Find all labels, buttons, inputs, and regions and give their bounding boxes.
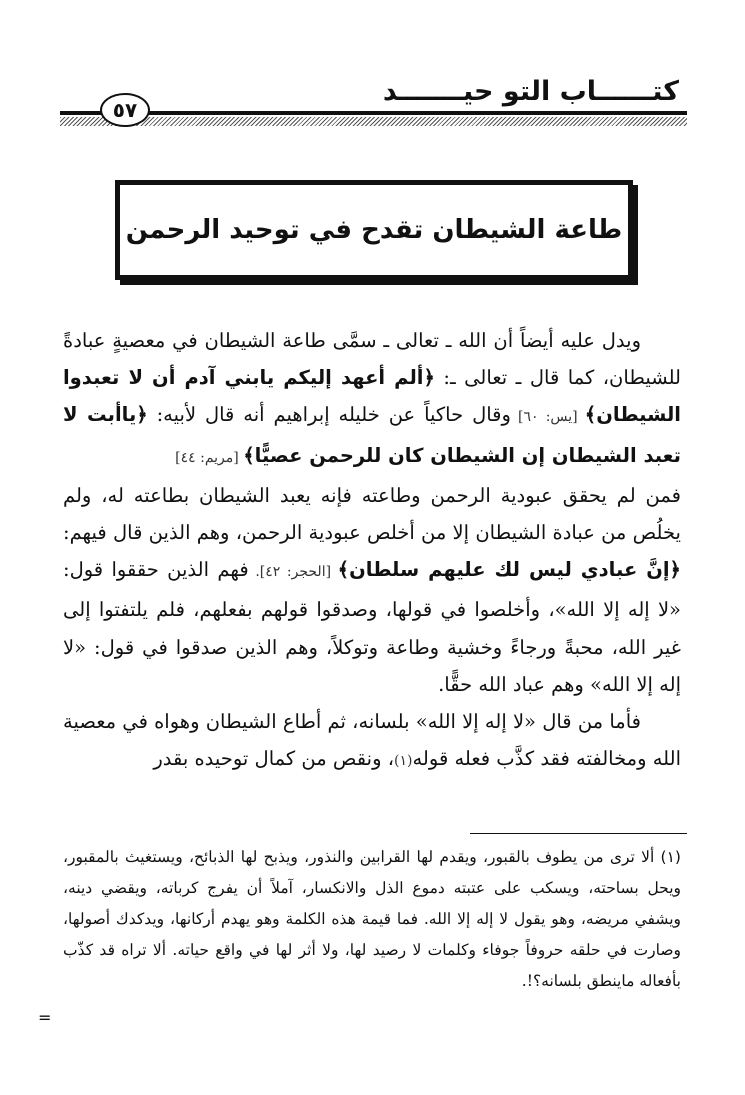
quran-verse-2: ﴿ياأبت لا تعبد الشيطان إن الشيطان كان للرحمن عصيًّا﴾ — [63, 403, 681, 467]
chapter-heading: طاعة الشيطان تقدح في توحيد الرحمن — [125, 215, 623, 245]
footnote-separator — [470, 833, 687, 834]
paragraph-3-text-a: فأما من قال «لا إله إلا الله» بلسانه، ثم أطاع الشيطان وهواه في معصية الله ومخالفته فقد كذَّب فعله قوله — [63, 710, 681, 771]
paragraph-3 — [63, 703, 681, 780]
verse-reference-2: [مريم: ٤٤] — [175, 449, 244, 466]
page-number: ٥٧ — [100, 93, 150, 127]
footnote-text: ألا ترى من يطوف بالقبور، ويقدم لها القرابين والنذور، ويذبح لها الذبائح، ويستغيث بالمقبور، ويحل بساحته، ويسكب على عتبته دموع الذل والانكسار، آملاً أن يفرج كرباته، ويقضي دينه، ويشفي مريضه، وهو يقول لا إله إلا الله. فما قيمة هذه الكلمة وهو يهدم أركانها، ويدكدك أصولها، وصارت في حلقه حروفاً جوفاء وكلمات لا رصيد لها، ولا أثر لها في واقع حياته. ألا تراه قد كذّب بأفعاله ماينطق بلسانه؟!. — [63, 848, 681, 990]
running-title: كتــــــاب التو حيـــــــد — [382, 76, 679, 107]
paragraph-2-text-b: فهم الذين حققوا قول: «لا إله إلا الله»، وأخلصوا في قولها، وصدقوا قولهم بفعلهم، فلم يلتفتوا إلى غير الله، محبةً ورجاءً وخشية وطاعة وتوكلاً، وهم الذين صدقوا في قول: «لا إله إلا الله» وهم عباد الله حقًّا. — [63, 558, 681, 696]
header-hatch-rule — [60, 117, 687, 126]
verse-reference-3: [الحجر: ٤٢]. — [248, 564, 338, 581]
header-rule-left — [60, 111, 102, 115]
paragraph-1-text-a: ويدل عليه أيضاً أن الله ـ تعالى ـ سمَّى طاعة الشيطان في معصيةٍ عبادةً للشيطان، كما قال ـ تعالى ـ: — [63, 329, 681, 390]
paragraph-3-text-b: ، ونقص من كمال توحيده بقدر — [153, 747, 394, 771]
margin-mark: = — [38, 1008, 52, 1027]
quran-verse-3: ﴿إنَّ عبادي ليس لك عليهم سلطان﴾ — [337, 558, 681, 582]
footnote — [63, 842, 681, 997]
paragraph-1-text-b: وقال حاكياً عن خليله إبراهيم أنه قال لأبيه: — [147, 403, 511, 427]
footnote-number: (١) — [660, 848, 681, 866]
footnote-reference: (١) — [394, 753, 413, 770]
header-rule — [145, 111, 687, 115]
body-text — [63, 322, 681, 780]
paragraph-2 — [63, 477, 681, 703]
chapter-heading-box — [115, 180, 633, 280]
quran-verse-1: ﴿ألم أعهد إليكم يابني آدم أن لا تعبدوا الشيطان﴾ — [63, 366, 681, 427]
paragraph-2-text-a: فمن لم يحقق عبودية الرحمن وطاعته فإنه يعبد الشيطان بطاعته له، ولم يخلُص من عبادة الشيطان إلا من أخلص عبودية الرحمن، وهم الذين قال فيهم: — [63, 483, 681, 545]
paragraph-1 — [63, 322, 681, 477]
verse-reference-1: [يس: ٦٠] — [510, 409, 585, 426]
page-header — [0, 0, 745, 140]
